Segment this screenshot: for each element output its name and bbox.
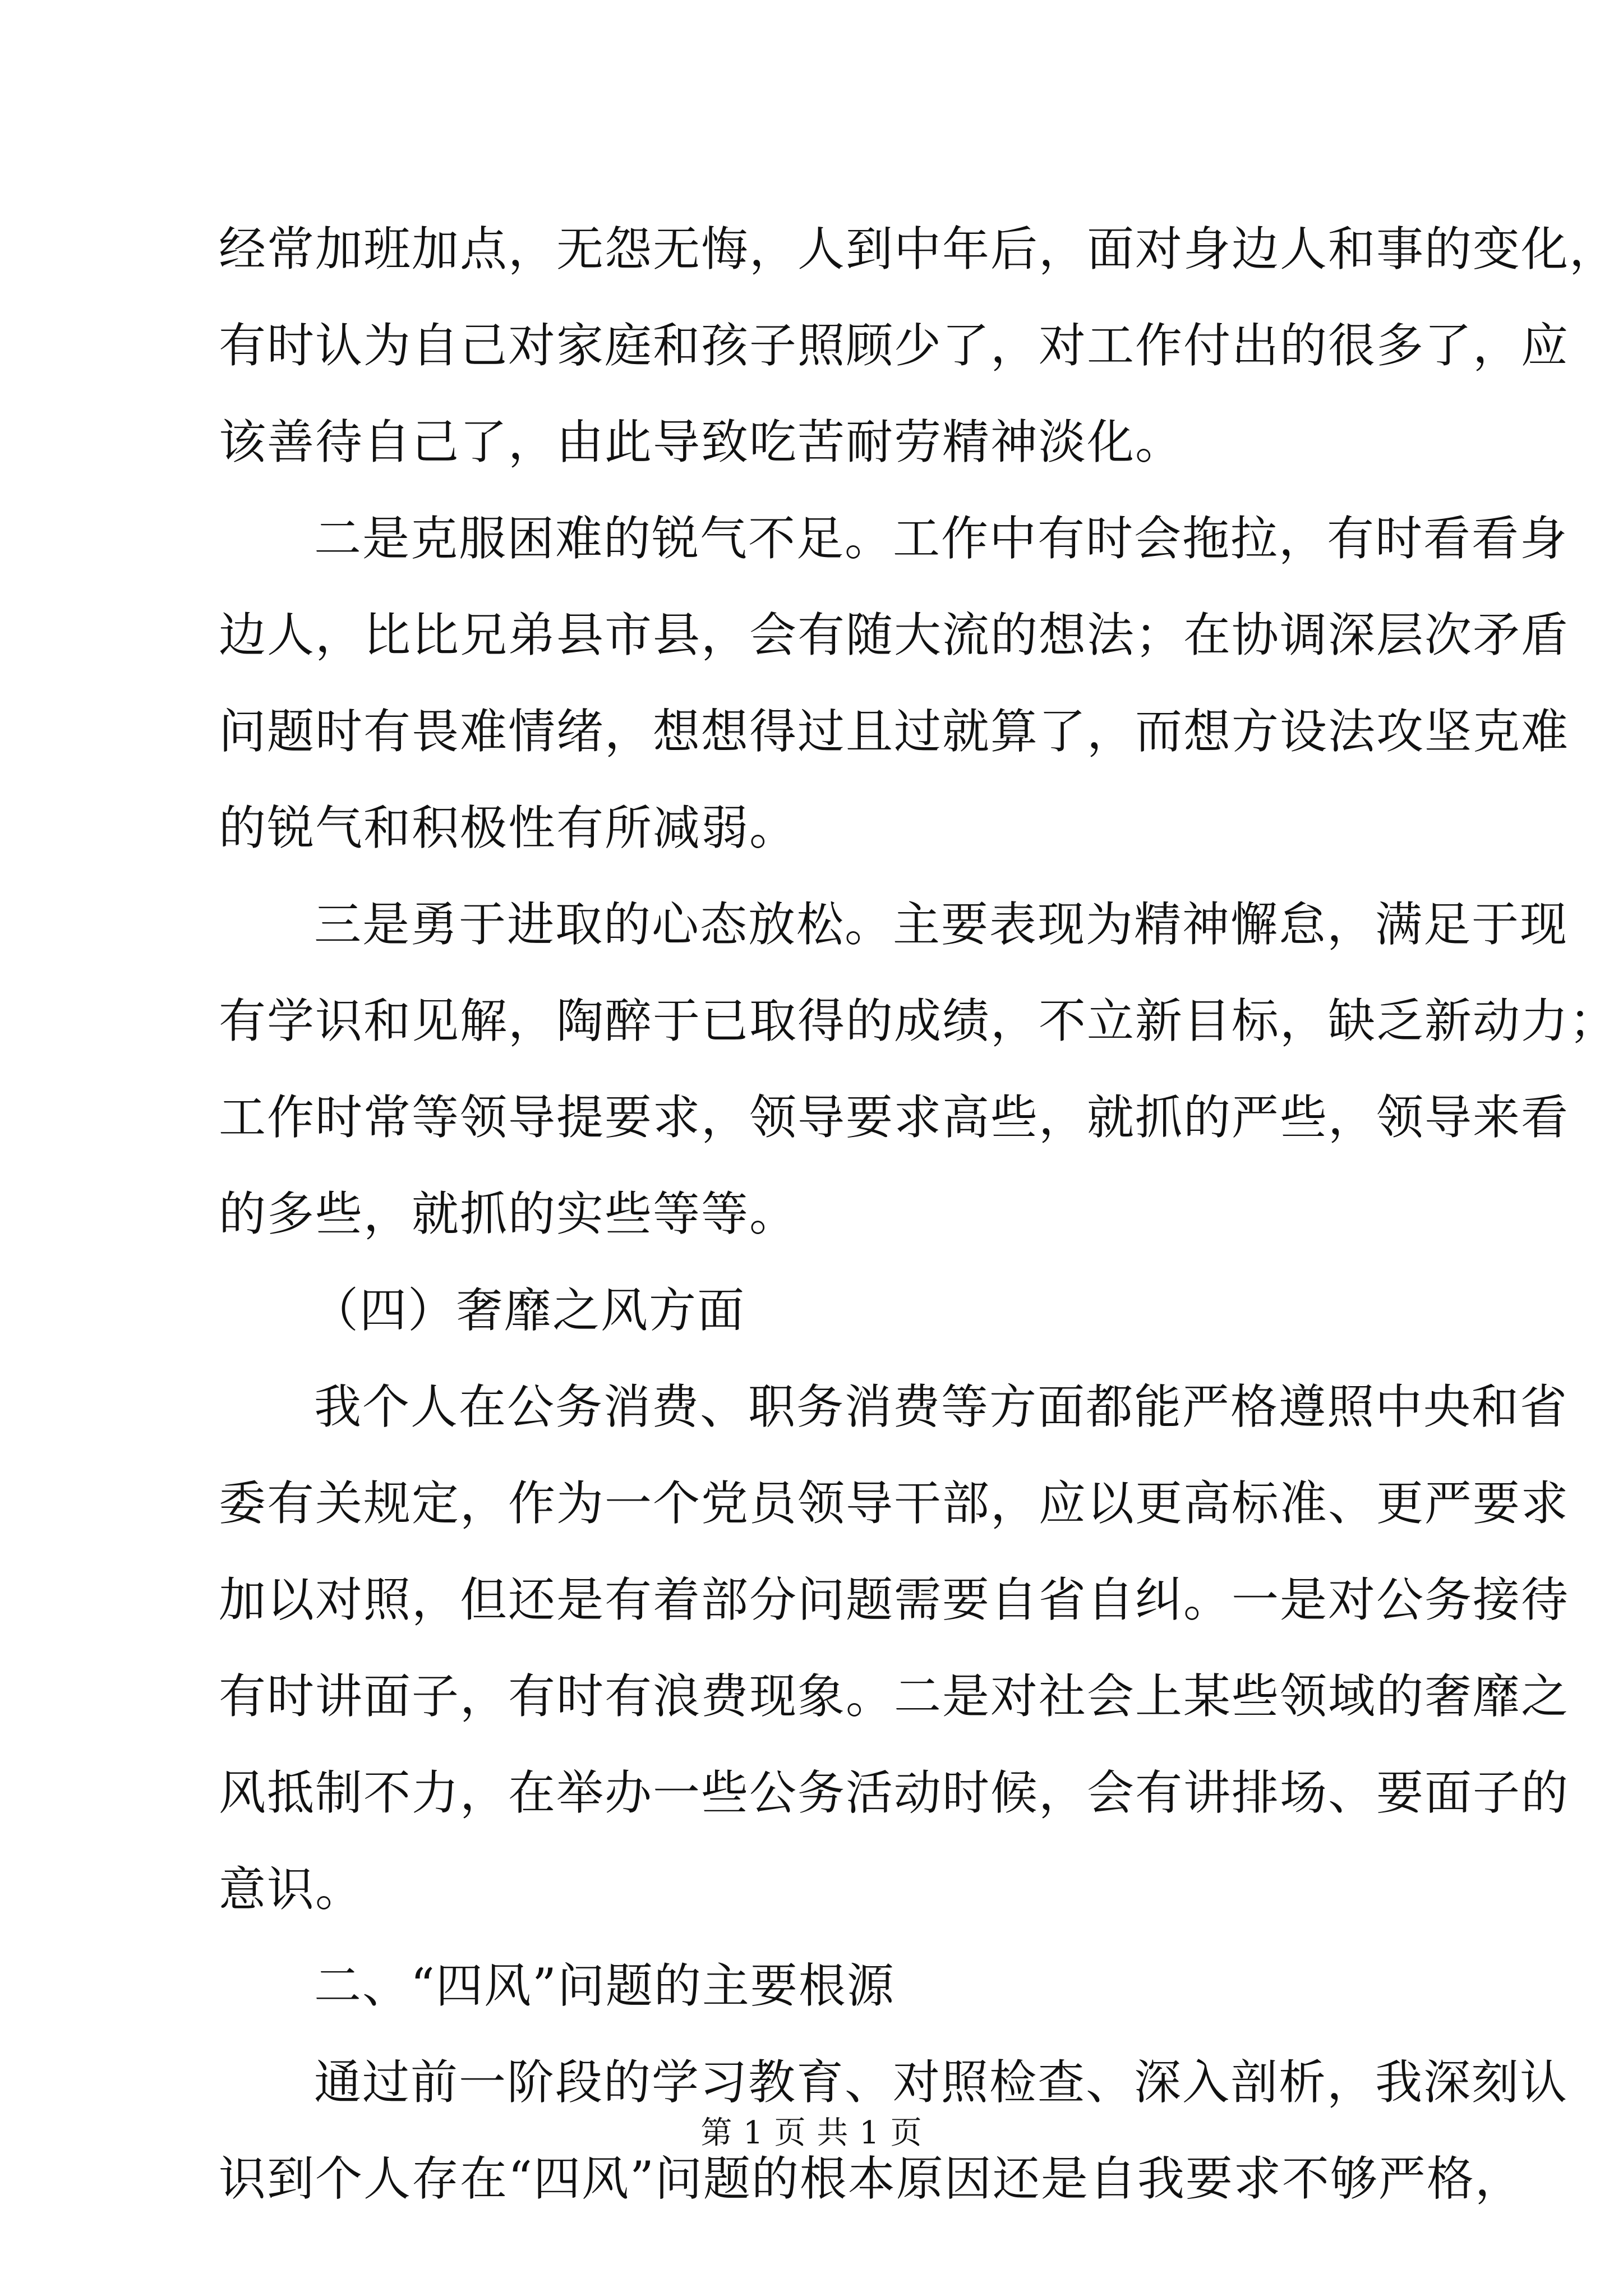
body-line-18: 意识。 — [219, 1862, 364, 1917]
body-line-17: 风抵制不力，在举办一些公务活动时候，会有讲排场、要面子的 — [219, 1765, 1570, 1820]
body-line-5: 边人，比比兄弟县市县，会有随大流的想法；在协调深层次矛盾 — [219, 608, 1570, 662]
body-line-7: 的锐气和积极性有所减弱。 — [219, 800, 798, 855]
section-heading-root-causes: 二、“四风”问题的主要根源 — [314, 1958, 895, 2013]
body-line-6: 问题时有畏难情绪，想想得过且过就算了，而想方设法攻坚克难 — [219, 704, 1570, 759]
body-line-9: 有学识和见解，陶醉于已取得的成绩，不立新目标，缺乏新动力； — [219, 993, 1618, 1048]
body-line-16: 有时讲面子，有时有浪费现象。二是对社会上某些领域的奢靡之 — [219, 1669, 1570, 1724]
body-line-11: 的多些，就抓的实些等等。 — [219, 1186, 798, 1241]
body-line-8: 三是勇于进取的心态放松。主要表现为精神懈怠，满足于现 — [314, 897, 1569, 952]
section-heading-extravagance: （四）奢靡之风方面 — [311, 1283, 746, 1338]
body-line-20: 通过前一阶段的学习教育、对照检查、深入剖析，我深刻认 — [314, 2055, 1569, 2110]
body-line-15: 加以对照，但还是有着部分问题需要自省自纠。一是对公务接待 — [219, 1572, 1570, 1627]
body-line-4: 二是克服困难的锐气不足。工作中有时会拖拉，有时看看身 — [314, 511, 1569, 566]
body-line-2: 有时认为自己对家庭和孩子照顾少了，对工作付出的很多了，应 — [219, 318, 1570, 373]
body-line-1: 经常加班加点，无怨无悔，人到中年后，面对身边人和事的变化， — [219, 222, 1618, 277]
page-number-footer: 第 1 页 共 1 页 — [700, 2115, 923, 2151]
body-line-13: 我个人在公务消费、职务消费等方面都能严格遵照中央和省 — [314, 1379, 1569, 1434]
body-line-14: 委有关规定，作为一个党员领导干部，应以更高标准、更严要求 — [219, 1476, 1570, 1531]
body-line-3: 该善待自己了，由此导致吃苦耐劳精神淡化。 — [219, 415, 1184, 470]
document-body — [219, 201, 1618, 2227]
body-line-10: 工作时常等领导提要求，领导要求高些，就抓的严些，领导来看 — [219, 1090, 1570, 1145]
body-line-21: 识到个人存在“四风”问题的根本原因还是自我要求不够严格， — [219, 2151, 1523, 2206]
